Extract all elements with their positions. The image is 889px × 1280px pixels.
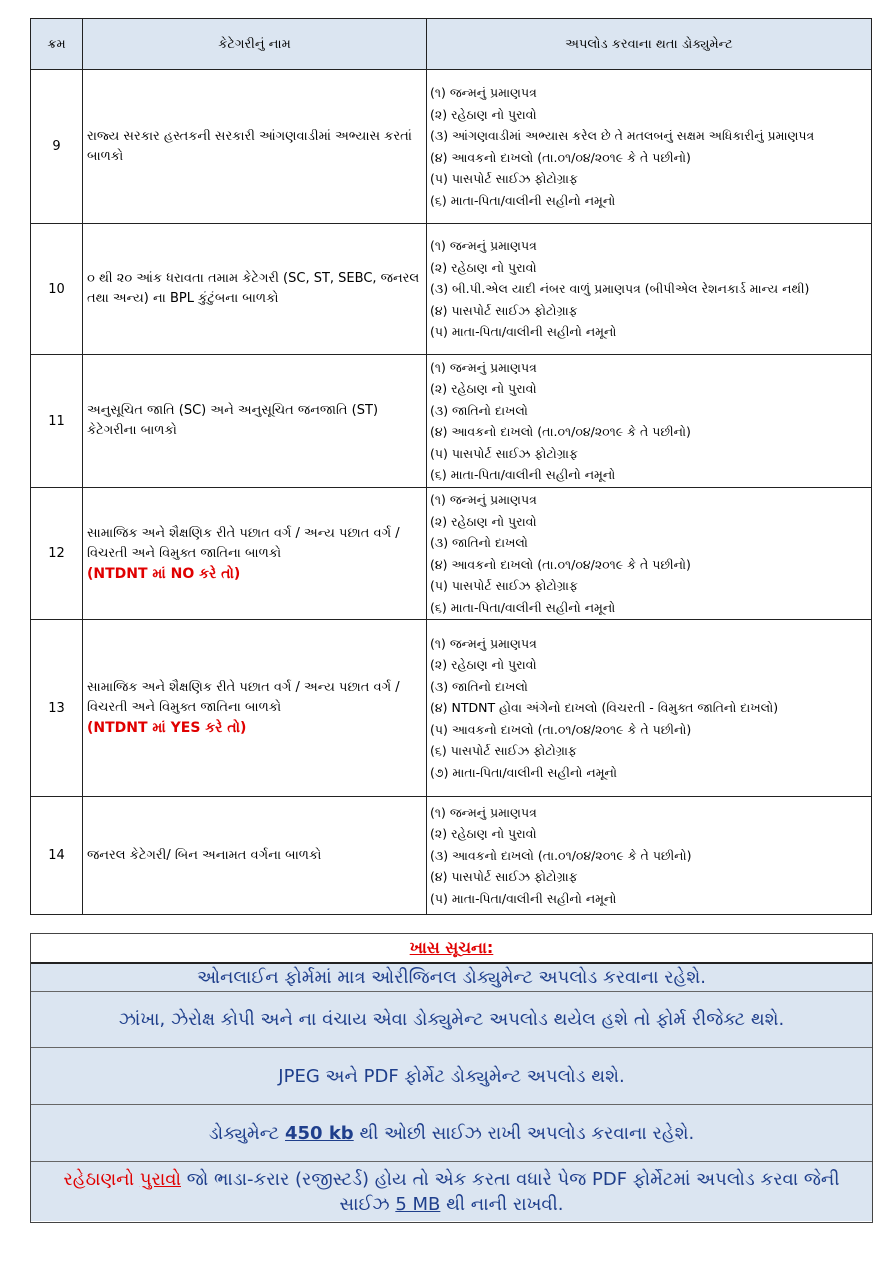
document-item: (૨) રહેઠાણ નો પુરાવો bbox=[430, 381, 537, 396]
special-instructions-box bbox=[30, 933, 873, 1223]
document-item: (૬) માતા-પિતા/વાલીની સહીનો નમૂનો bbox=[430, 192, 616, 208]
residence-label: રહેઠાણનો bbox=[63, 1168, 135, 1190]
document-list bbox=[427, 224, 872, 355]
document-item: (૪) આવકનો દાખલો (તા.૦૧/૦૪/૨૦૧૯ કે તે પછીનો) bbox=[430, 556, 691, 572]
document-item: (૩) આંગણવાડીમાં અભ્યાસ કરેલ છે તે મતલબનું સક્ષમ અધિકારીનું પ્રમાણપત્ર bbox=[430, 128, 815, 143]
document-item: (૧) જન્મનું પ્રમાણપત્ર bbox=[430, 635, 537, 651]
special-instructions-heading bbox=[31, 934, 872, 964]
note-reject-warning bbox=[31, 992, 872, 1048]
note-size-limit bbox=[31, 1105, 872, 1162]
table-row bbox=[31, 70, 872, 224]
document-item: (૧) જન્મનું પ્રમાણપત્ર bbox=[430, 85, 537, 100]
document-item: (૩) બી.પી.એલ યાદી નંબર વાળું પ્રમાણપત્ર (બીપીએલ રેશનકાર્ડ માન્ય નથી) bbox=[430, 281, 810, 297]
heading-text: ખાસ સૂચના: bbox=[409, 938, 494, 957]
note-original-documents bbox=[31, 964, 872, 992]
category-name bbox=[83, 355, 427, 488]
category-name bbox=[83, 797, 427, 915]
document-item: (પ) પાસપોર્ટ સાઈઝ ફોટોગ્રાફ bbox=[430, 578, 578, 593]
note-text-part: જો ભાડા-કરાર (રજીસ્ટર્ડ) હોય તો એક કરતા વધારે પેજ PDF ફોર્મેટમાં અપલોડ કરવા જેની સાઈઝ bbox=[186, 1168, 840, 1215]
category-name bbox=[83, 224, 427, 355]
note-residence-proof bbox=[31, 1162, 872, 1221]
note-text: JPEG અને PDF ફોર્મેટ ડોક્યુમેન્ટ અપલોડ થશે. bbox=[278, 1065, 625, 1087]
document-item: (૩) જાતિનો દાખલો bbox=[430, 402, 528, 418]
document-item: (૨) રહેઠાણ નો પુરાવો bbox=[430, 259, 537, 275]
row-number: 14 bbox=[31, 797, 83, 915]
note-text: ઓનલાઈન ફોર્મમાં માત્ર ઓરીજિનલ ડોક્યુમેન્ટ અપલોડ કરવાના રહેશે. bbox=[197, 967, 706, 988]
document-item: (૨) રહેઠાણ નો પુરાવો bbox=[430, 657, 537, 673]
document-item: (૩) જાતિનો દાખલો bbox=[430, 535, 528, 550]
document-item: (૪) આવકનો દાખલો (તા.૦૧/૦૪/૨૦૧૯ કે તે પછીનો) bbox=[430, 424, 691, 439]
category-text: ૦ થી ૨૦ આંક ધરાવતા તમામ કેટેગરી (SC, ST, SEBC, જનરલ તથા અન્ય) ના BPL કુંટુંબના બાળકો bbox=[87, 271, 420, 306]
table-header-row bbox=[31, 19, 872, 70]
document-item: (૬) માતા-પિતા/વાલીની સહીનો નમૂનો bbox=[430, 599, 616, 615]
header-category: કેટેગરીનું નામ bbox=[83, 19, 427, 70]
ntdnt-note: (NTDNT માં YES કરે તો) bbox=[87, 720, 247, 736]
note-text bbox=[209, 1121, 694, 1146]
document-item: (૩) જાતિનો દાખલો bbox=[430, 678, 528, 694]
document-item: (૧) જન્મનું પ્રમાણપત્ર bbox=[430, 238, 537, 254]
document-item: (૬) માતા-પિતા/વાલીની સહીનો નમૂનો bbox=[430, 467, 616, 482]
note-text-part: થી ઓછી સાઈઝ રાખી અપલોડ કરવાના રહેશે. bbox=[359, 1122, 695, 1144]
document-item: (પ) માતા-પિતા/વાલીની સહીનો નમૂનો bbox=[430, 890, 617, 906]
row-number: 9 bbox=[31, 70, 83, 224]
document-item: (પ) પાસપોર્ટ સાઈઝ ફોટોગ્રાફ bbox=[430, 171, 578, 186]
document-item: (૧) જન્મનું પ્રમાણપત્ર bbox=[430, 492, 537, 507]
document-list bbox=[427, 488, 872, 620]
document-list bbox=[427, 620, 872, 797]
note-text-part: થી નાની રાખવી. bbox=[446, 1193, 564, 1215]
category-text: સામાજિક અને શૈક્ષણિક રીતે પછાત વર્ગ / અન્ય પછાત વર્ગ / વિચરતી અને વિમુક્ત જાતિના બાળકો bbox=[87, 680, 400, 715]
document-item: (૪) NTDNT હોવા અંગેનો દાખલો (વિચરતી - વિમુક્ત જાતિનો દાખલો) bbox=[430, 700, 779, 716]
document-list bbox=[427, 797, 872, 915]
table-row bbox=[31, 355, 872, 488]
row-number: 11 bbox=[31, 355, 83, 488]
document-list bbox=[427, 355, 872, 488]
header-documents: અપલોડ કરવાના થતા ડોક્યુમેન્ટ bbox=[427, 19, 872, 70]
document-item: (૨) રહેઠાણ નો પુરાવો bbox=[430, 106, 537, 122]
category-name bbox=[83, 488, 427, 620]
category-text: અનુસૂચિત જાતિ (SC) અને અનુસૂચિત જનજાતિ (ST) કેટેગરીના બાળકો bbox=[87, 403, 379, 438]
residence-proof: પુરાવો bbox=[139, 1168, 181, 1190]
residence-size-limit: 5 MB bbox=[395, 1193, 441, 1215]
category-text: રાજ્ય સરકાર હસ્તકની સરકારી આંગણવાડીમાં અભ્યાસ કરતાં બાળકો bbox=[87, 128, 412, 164]
document-list bbox=[427, 70, 872, 224]
document-item: (પ) આવકનો દાખલો (તા.૦૧/૦૪/૨૦૧૯ કે તે પછીનો) bbox=[430, 721, 692, 737]
documents-table bbox=[30, 18, 872, 915]
document-item: (૪) પાસપોર્ટ સાઈઝ ફોટોગ્રાફ bbox=[430, 302, 578, 318]
row-number: 10 bbox=[31, 224, 83, 355]
document-item: (૪) પાસપોર્ટ સાઈઝ ફોટોગ્રાફ bbox=[430, 869, 578, 885]
note-text: ઝાંખા, ઝેરોક્ષ કોપી અને ના વંચાય એવા ડોક્યુમેન્ટ અપલોડ થયેલ હશે તો ફોર્મ રીજેક્ટ થશે. bbox=[118, 1009, 785, 1030]
row-number: 12 bbox=[31, 488, 83, 620]
category-text: સામાજિક અને શૈક્ષણિક રીતે પછાત વર્ગ / અન્ય પછાત વર્ગ / વિચરતી અને વિમુક્ત જાતિના બાળકો bbox=[87, 525, 400, 561]
table-row bbox=[31, 620, 872, 797]
document-item: (૬) પાસપોર્ટ સાઈઝ ફોટોગ્રાફ bbox=[430, 743, 577, 759]
note-file-formats bbox=[31, 1048, 872, 1105]
document-item: (૨) રહેઠાણ નો પુરાવો bbox=[430, 513, 537, 529]
size-limit-value: 450 kb bbox=[285, 1122, 354, 1144]
document-item: (૩) આવકનો દાખલો (તા.૦૧/૦૪/૨૦૧૯ કે તે પછીનો) bbox=[430, 847, 692, 863]
header-serial: ક્રમ bbox=[31, 19, 83, 70]
ntdnt-note: (NTDNT માં NO કરે તો) bbox=[87, 565, 241, 582]
document-item: (૭) માતા-પિતા/વાલીની સહીનો નમૂનો bbox=[430, 764, 617, 780]
document-item: (૨) રહેઠાણ નો પુરાવો bbox=[430, 826, 537, 842]
note-text-part: ડોક્યુમેન્ટ bbox=[208, 1122, 280, 1144]
document-item: (૪) આવકનો દાખલો (તા.૦૧/૦૪/૨૦૧૯ કે તે પછીનો) bbox=[430, 149, 691, 165]
table-row bbox=[31, 488, 872, 620]
category-name bbox=[83, 620, 427, 797]
document-item: (પ) માતા-પિતા/વાલીની સહીનો નમૂનો bbox=[430, 324, 617, 340]
note-text bbox=[41, 1167, 862, 1217]
document-item: (૧) જન્મનું પ્રમાણપત્ર bbox=[430, 359, 537, 375]
category-name bbox=[83, 70, 427, 224]
row-number: 13 bbox=[31, 620, 83, 797]
document-item: (૧) જન્મનું પ્રમાણપત્ર bbox=[430, 804, 537, 820]
table-row bbox=[31, 797, 872, 915]
document-item: (પ) પાસપોર્ટ સાઈઝ ફોટોગ્રાફ bbox=[430, 445, 578, 461]
table-row bbox=[31, 224, 872, 355]
category-text: જનરલ કેટેગરી/ બિન અનામત વર્ગના બાળકો bbox=[87, 847, 322, 863]
